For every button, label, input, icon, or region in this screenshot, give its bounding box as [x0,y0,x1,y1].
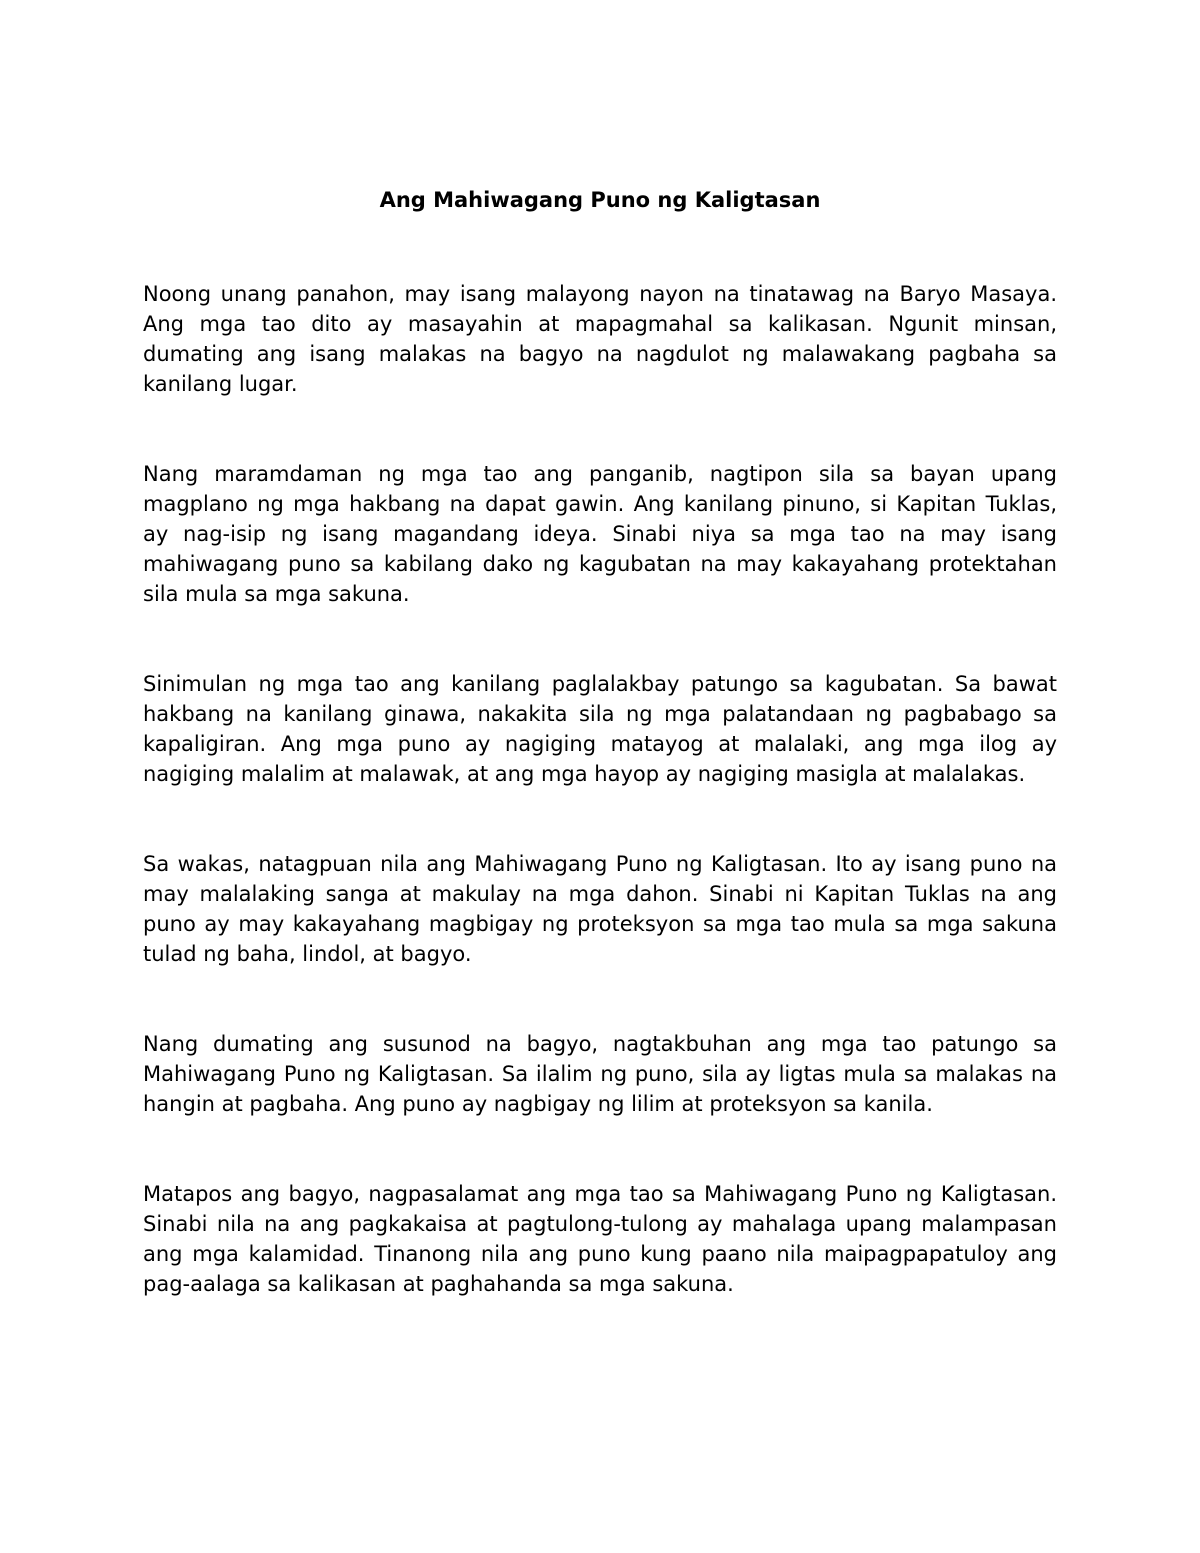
paragraph-spacer [143,969,1057,1029]
paragraph-1: Noong unang panahon, may isang malayong nayon na tinatawag na Baryo Masaya. Ang mga tao dito ay masayahin at mapagmahal sa kalikasan. Ngunit minsan, dumating ang isang malakas na bagyo na nagdulot ng malawakang pagbaha sa kanilang lugar. [143,282,1057,396]
paragraph-spacer [143,609,1057,669]
paragraph-4: Sa wakas, natagpuan nila ang Mahiwagang Puno ng Kaligtasan. Ito ay isang puno na may malalaking sanga at makulay na mga dahon. Sinabi ni Kapitan Tuklas na ang puno ay may kakayahang magbigay ng proteksyon sa mga tao mula sa mga sakuna tulad ng baha, lindol, at bagyo. [143,852,1057,966]
document-body [143,185,1057,1299]
paragraph-spacer [143,789,1057,849]
paragraph-6: Matapos ang bagyo, nagpasalamat ang mga tao sa Mahiwagang Puno ng Kaligtasan. Sinabi nila na ang pagkakaisa at pagtulong-tulong ay mahalaga upang malampasan ang mga kalamidad. Tinanong nila ang puno kung paano nila maipagpapatuloy ang pag-aalaga sa kalikasan at paghahanda sa mga sakuna. [143,1182,1057,1296]
document-title: Ang Mahiwagang Puno ng Kaligtasan [379,188,821,212]
paragraph-5: Nang dumating ang susunod na bagyo, nagtakbuhan ang mga tao patungo sa Mahiwagang Puno ng Kaligtasan. Sa ilalim ng puno, sila ay ligtas mula sa malakas na hangin at pagbaha. Ang puno ay nagbigay ng lilim at proteksyon sa kanila. [143,1032,1057,1116]
paragraph-spacer [143,1119,1057,1179]
paragraph-spacer [143,399,1057,459]
paragraph-2: Nang maramdaman ng mga tao ang panganib, nagtipon sila sa bayan upang magplano ng mga hakbang na dapat gawin. Ang kanilang pinuno, si Kapitan Tuklas, ay nag-isip ng isang magandang ideya. Sinabi niya sa mga tao na may isang mahiwagang puno sa kabilang dako ng kagubatan na may kakayahang protektahan sila mula sa mga sakuna. [143,462,1057,606]
paragraph-3: Sinimulan ng mga tao ang kanilang paglalakbay patungo sa kagubatan. Sa bawat hakbang na kanilang ginawa, nakakita sila ng mga palatandaan ng pagbabago sa kapaligiran. Ang mga puno ay nagiging matayog at malalaki, ang mga ilog ay nagiging malalim at malawak, at ang mga hayop ay nagiging masigla at malalakas. [143,672,1057,786]
